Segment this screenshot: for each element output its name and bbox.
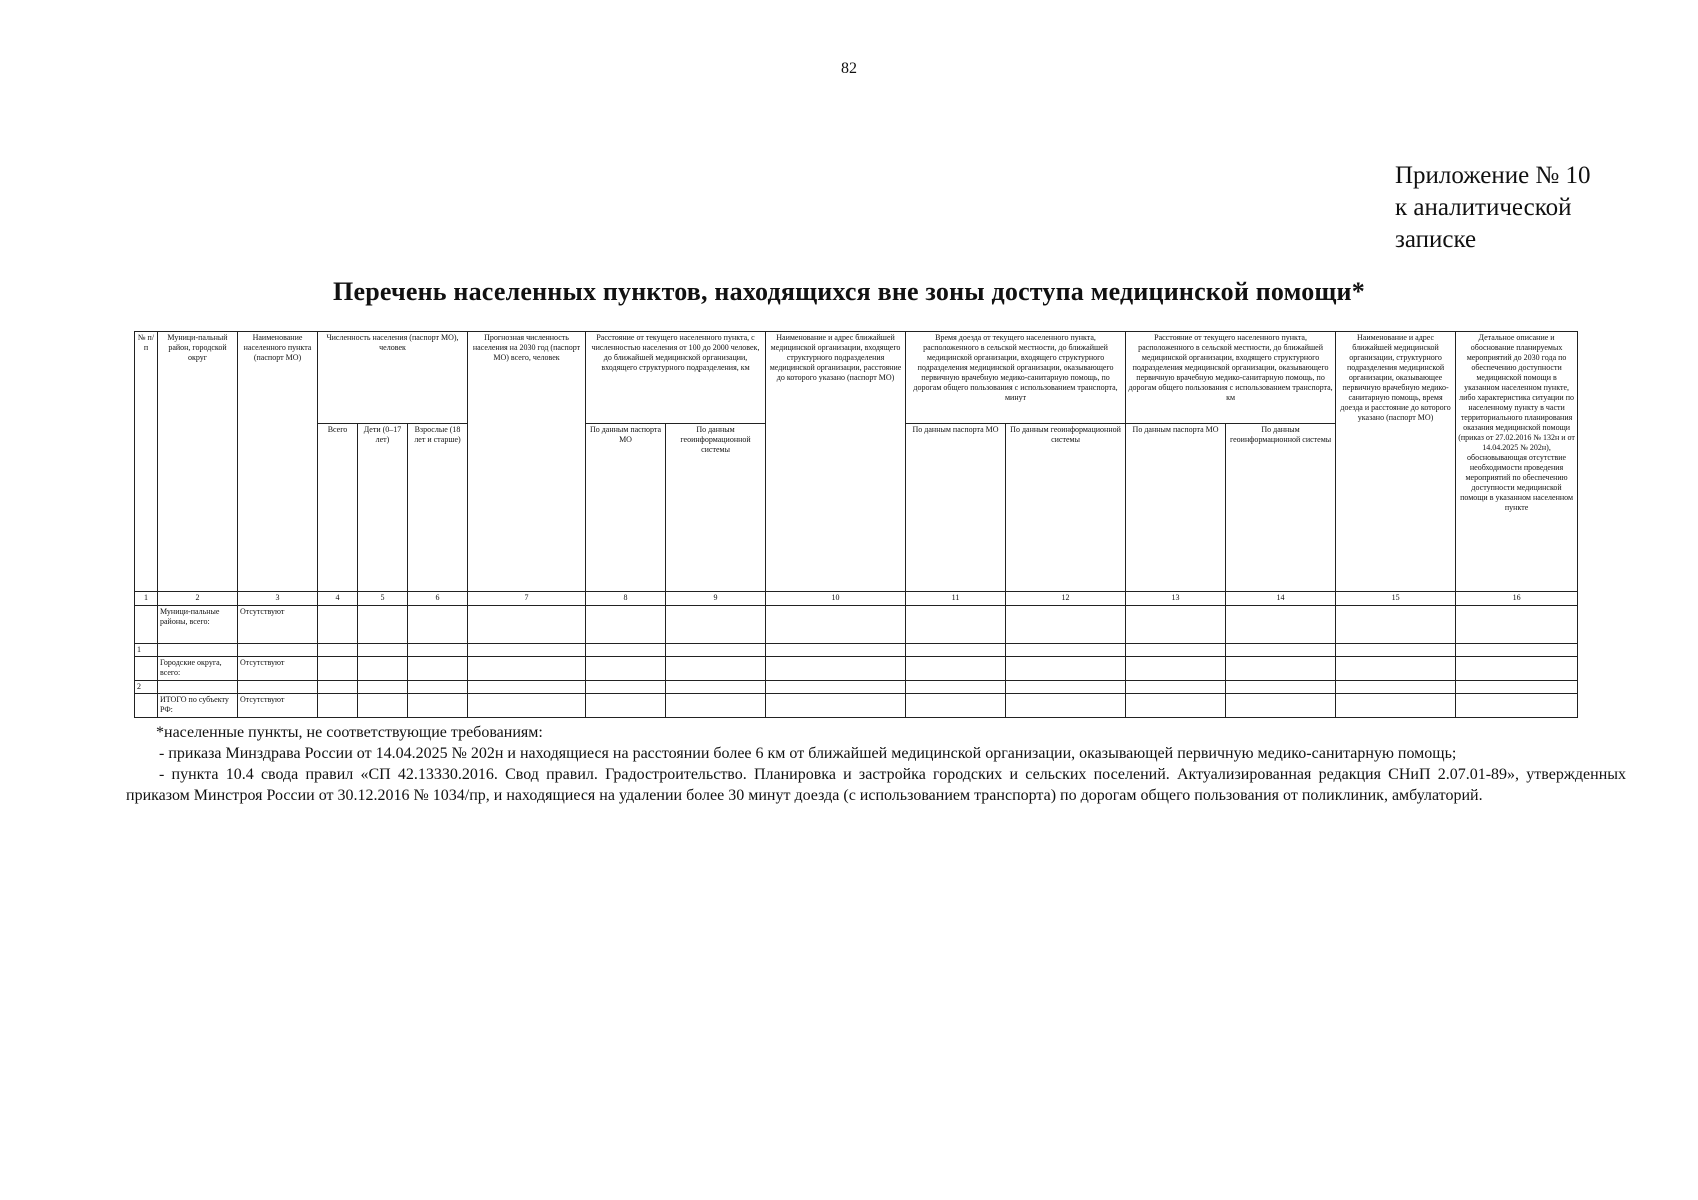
row-locality xyxy=(238,681,318,694)
row-num: 2 xyxy=(135,681,158,694)
column-number: 14 xyxy=(1226,592,1336,606)
column-number: 12 xyxy=(1006,592,1126,606)
row-district xyxy=(158,681,238,694)
row-district: ИТОГО по субъекту РФ: xyxy=(158,694,238,718)
row-locality: Отсутствуют xyxy=(238,694,318,718)
localities-table xyxy=(134,331,1578,718)
header-nearest-org: Наименование и адрес ближайшей медицинской организации, входящего структурного подразделения медицинской организации, расстояние до которого указано (паспорт МО) xyxy=(766,332,906,592)
row-locality: Отсутствуют xyxy=(238,657,318,681)
header-distance-geo: По данным геоинформационной системы xyxy=(666,424,766,592)
column-number: 4 xyxy=(318,592,358,606)
header-district: Муници-пальный район, городской округ xyxy=(158,332,238,592)
row-district xyxy=(158,644,238,657)
table-row xyxy=(135,606,1578,644)
header-time-group: Время доезда от текущего населенного пункта, расположенного в сельской местности, до ближайшей медицинской организации, входящего структурного подразделения медицинской организации, оказывающего первичную врачебную медико-санитарную помощь, по дорогам общего пользования с использованием транспорта, минут xyxy=(906,332,1126,424)
header-measures: Детальное описание и обоснование планируемых мероприятий до 2030 года по обеспечению доступности медицинской помощи в указанном населенном пункте, либо характеристика ситуации по населенному пункту в части территориального планирования оказания медицинской помощи (приказ от 27.02.2016 № 132н и от 14.04.2025 № 202н), обосновывающая отсутствие необходимости проведения мероприятий по обеспечению доступности медицинской помощи в указанном населенном пункте xyxy=(1456,332,1578,592)
header-population: Численность населения (паспорт МО), человек xyxy=(318,332,468,424)
column-number: 3 xyxy=(238,592,318,606)
column-number: 2 xyxy=(158,592,238,606)
column-number: 8 xyxy=(586,592,666,606)
column-number: 9 xyxy=(666,592,766,606)
appendix-line-3: записке xyxy=(1395,226,1477,253)
row-num xyxy=(135,657,158,681)
table-row xyxy=(135,644,1578,657)
page-number: 82 xyxy=(841,60,857,77)
column-number: 1 xyxy=(135,592,158,606)
header-locality-name: Наименование населенного пункта (паспорт МО) xyxy=(238,332,318,592)
footnote-intro: *населенные пункты, не соответствующие требованиям: xyxy=(156,724,543,741)
header-rural-distance-group: Расстояние от текущего населенного пункта, расположенного в сельской местности, до ближайшей медицинской организации, входящего структурного подразделения медицинской организации, оказывающего первичную врачебную медико-санитарную помощь, по дорогам общего пользования с использованием транспорта, км xyxy=(1126,332,1336,424)
column-number: 15 xyxy=(1336,592,1456,606)
header-nearest-primary: Наименование и адрес ближайшей медицинской организации, структурного подразделения медицинской организации, оказывающее первичную врачебную медико-санитарную помощь, время доезда и расстояние до которого указано (паспорт МО) xyxy=(1336,332,1456,592)
row-district: Городские округа, всего: xyxy=(158,657,238,681)
header-pop-total: Всего xyxy=(318,424,358,592)
column-number: 11 xyxy=(906,592,1006,606)
table-row xyxy=(135,681,1578,694)
header-distance-group: Расстояние от текущего населенного пункта, с численностью населения от 100 до 2000 человек, до ближайшей медицинской организации, входящего структурного подразделения, км xyxy=(586,332,766,424)
footnote xyxy=(126,722,1626,806)
row-num xyxy=(135,606,158,644)
table-row xyxy=(135,657,1578,681)
row-district: Муници-пальные районы, всего: xyxy=(158,606,238,644)
header-distance-mo: По данным паспорта МО xyxy=(586,424,666,592)
row-locality: Отсутствуют xyxy=(238,606,318,644)
column-number: 13 xyxy=(1126,592,1226,606)
header-rural-distance-mo: По данным паспорта МО xyxy=(1126,424,1226,592)
column-number: 10 xyxy=(766,592,906,606)
document-title: Перечень населенных пунктов, находящихся вне зоны доступа медицинской помощи* xyxy=(333,277,1365,306)
header-time-geo: По данным геоинформационной системы xyxy=(1006,424,1126,592)
table-row xyxy=(135,694,1578,718)
column-number: 6 xyxy=(408,592,468,606)
header-time-mo: По данным паспорта МО xyxy=(906,424,1006,592)
appendix-line-1: Приложение № 10 xyxy=(1395,162,1591,189)
column-number: 7 xyxy=(468,592,586,606)
header-rural-distance-geo: По данным геоинформационной системы xyxy=(1226,424,1336,592)
header-forecast: Прогнозная численность населения на 2030 год (паспорт МО) всего, человек xyxy=(468,332,586,592)
column-numbers-row xyxy=(135,592,1578,606)
row-num: 1 xyxy=(135,644,158,657)
column-number: 16 xyxy=(1456,592,1578,606)
header-pop-children: Дети (0–17 лет) xyxy=(358,424,408,592)
header-num: № п/п xyxy=(135,332,158,592)
footnote-item-2: - пункта 10.4 свода правил «СП 42.13330.2016. Свод правил. Градостроительство. Планировка и застройка городских и сельских поселений. Актуализированная редакция СНиП 2.07.01-89», утвержденных приказом Минстроя России от 30.12.2016 № 1034/пр, и находящиеся на удалении более 30 минут доезда (с использованием транспорта) по дорогам общего пользования от поликлиник, амбулаторий. xyxy=(126,766,1626,804)
column-number: 5 xyxy=(358,592,408,606)
header-pop-adults: Взрослые (18 лет и старше) xyxy=(408,424,468,592)
table-header-row-1 xyxy=(135,332,1578,424)
appendix-label xyxy=(1395,160,1591,256)
row-locality xyxy=(238,644,318,657)
footnote-item-1: - приказа Минздрава России от 14.04.2025 № 202н и находящиеся на расстоянии более 6 км от ближайшей медицинской организации, оказывающей первичную медико-санитарную помощь; xyxy=(159,745,1457,762)
appendix-line-2: к аналитической xyxy=(1395,194,1572,221)
row-num xyxy=(135,694,158,718)
